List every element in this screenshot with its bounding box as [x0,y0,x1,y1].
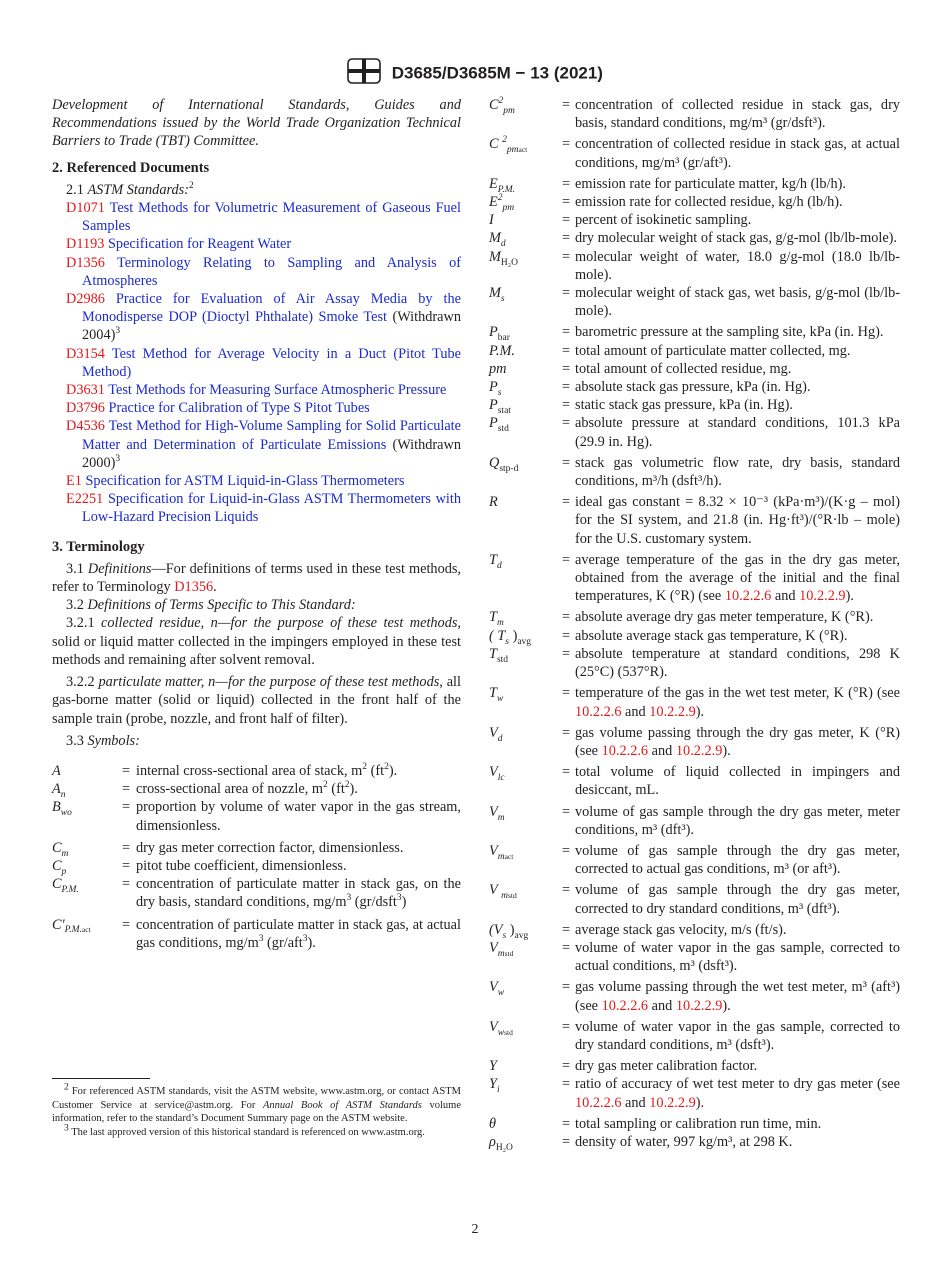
symbol: $V_{mstd}$ [489,939,514,959]
symbol: $M_s$ [489,285,505,304]
section-2-1: 2.1 ASTM Standards:$^2$ [66,181,194,198]
symbol-row [489,842,900,878]
equals: = [121,762,131,779]
symbol-description: barometric pressure at the sampling site, kPa (in. Hg). [575,324,884,341]
footnote-3: $^3$ The last approved version of this historical standard is referenced on www.astm.org. [64,1123,425,1138]
symbol-row [489,211,900,229]
symbol: $C_m$ [52,839,69,859]
equals: = [121,839,131,856]
footnotes [52,1078,461,1139]
symbol-description: absolute average dry gas meter temperature, K (°R). [575,609,874,626]
page-header [0,58,950,89]
symbol: $C'_{P.M.act}$ [52,916,91,936]
symbol-row [52,857,461,875]
equals: = [121,876,131,893]
symbol-description: ratio of accuracy of wet test meter to dry gas meter (see 10.2.2.6 and 10.2.2.9). [575,1076,900,1111]
reference-title-link[interactable]: Practice for Evaluation of Air Assay Media by the Monodisperse DOP (Dioctyl Phthalate) Smoke Test [82,291,461,326]
symbol: $T_{std}$ [489,645,509,665]
reference-code-link[interactable]: D1071 [66,200,105,217]
symbol-description: percent of isokinetic sampling. [575,212,752,229]
equals: = [561,842,571,859]
symbol-description: temperature of the gas in the wet test meter, K (°R) (see 10.2.2.6 and 10.2.2.9). [575,685,900,720]
symbol-description: gas volume passing through the dry gas meter, K (°R) (see 10.2.2.6 and 10.2.2.9). [575,724,900,759]
symbol-row [489,1133,900,1151]
symbol-row [489,608,900,626]
symbol-row [489,454,900,490]
symbol-row [489,978,900,1014]
symbol-row [52,762,461,780]
symbol-row [52,798,461,834]
equals: = [561,939,571,956]
symbol-row [52,916,461,952]
equals: = [561,175,571,192]
symbol-row [489,378,900,396]
symbol-row [489,627,900,645]
symbol-description: ideal gas constant = 8.32 × 10⁻³ (kPa·m³)/(K·g – mol) for the SI system, and 21.8 (in. Hg·ft³)/(°R·lb – mole) for the U.S. customary system. [575,494,900,547]
symbol-description: absolute temperature at standard conditions, 298 K (25°C) (537°R). [575,645,900,681]
symbol-description: internal cross-sectional area of stack, $m^2$ $(ft^2)$. [136,762,398,779]
symbol: Y [489,1058,497,1075]
equals: = [561,415,571,432]
symbol-description: gas volume passing through the wet test meter, m³ (aft³) (see 10.2.2.6 and 10.2.2.9). [575,979,900,1014]
equals: = [561,685,571,702]
reference-code-link[interactable]: D1356 [66,254,105,271]
equals: = [121,857,131,874]
symbol-description: absolute average stack gas temperature, K (°R). [575,627,848,644]
symbol-row [489,342,900,360]
symbol-row [489,763,900,799]
symbol-row [489,645,900,681]
equals: = [561,494,571,511]
symbol: $A_n$ [52,781,66,800]
symbol: $V_d$ [489,724,503,744]
symbol-description: proportion by volume of water vapor in the gas stream, dimensionless. [136,799,461,834]
symbol: $M_d$ [489,230,506,250]
symbol-description: absolute pressure at standard conditions, 101.3 kPa (29.9 in. Hg). [575,415,900,450]
equals: = [561,136,571,153]
footnote-mark: 3 [115,326,121,337]
reference-title-link[interactable]: Specification for Liquid-in-Glass ASTM Thermometers with Low-Hazard Precision Liquids [82,491,462,526]
symbol: $B_{wo}$ [52,799,72,819]
symbol-description: pitot tube coefficient, dimensionless. [136,857,347,874]
symbol-row [489,193,900,211]
left-column [52,96,461,952]
equals: = [561,360,571,377]
footnote-2: $^2$ For referenced ASTM standards, visit the ASTM website, www.astm.org, or contact ASTM Customer Service at service@astm.org. For Annual Book of ASTM Standards volume information, refer to the standard’s Document Summary page on the ASTM website. [52,1082,461,1125]
page-number: 2 [471,1222,479,1237]
symbol-description: density of water, 997 kg/m³, at 298 K. [575,1133,793,1150]
symbol-description: concentration of particulate matter in stack gas, at actual gas conditions, $mg/m^3$ (gr/aft$^3$). [136,916,461,951]
reference-item [52,235,461,253]
equals: = [561,1018,571,1035]
footnote-rule [52,1078,150,1079]
symbol: $V_w$ [489,979,505,999]
symbol: $E_{P.M.}$ [489,175,515,195]
symbol: R [489,494,498,511]
equals: = [561,882,571,899]
link-d1356[interactable]: D1356 [174,579,214,596]
equals: = [561,379,571,396]
symbol: $E^2_{pm}$ [489,193,515,213]
section-link[interactable]: 10.2.2.6 [601,742,649,759]
reference-item [52,199,461,235]
symbol-row [489,96,900,132]
symbol-description: emission rate for particulate matter, kg/h (lb/h). [575,175,846,192]
symbol: $V_{wstd}$ [489,1018,513,1038]
symbols-table-right [489,96,900,1151]
reference-item [52,472,461,490]
section-link[interactable]: 10.2.2.6 [724,588,772,605]
reference-code-link[interactable]: D3154 [66,345,105,362]
symbol: $P_s$ [489,379,502,398]
symbol-description: total volume of liquid collected in impingers and desiccant, mL. [575,764,900,799]
reference-code-link[interactable]: E2251 [66,491,104,508]
symbol: $Q_{stp-d}$ [489,454,519,474]
symbol-description: static stack gas pressure, kPa (in. Hg). [575,397,793,414]
equals: = [561,627,571,644]
reference-code-link[interactable]: D2986 [66,291,105,308]
reference-list [52,199,461,527]
section-link[interactable]: 10.2.2.6 [575,1094,622,1111]
section-link[interactable]: 10.2.2.6 [575,703,622,720]
symbol-description: molecular weight of water, 18.0 g/g-mol (18.0 lb/lb-mole). [575,248,900,283]
symbol: $\rho_{H_2O}$ [489,1133,513,1153]
reference-title-link[interactable]: Terminology Relating to Sampling and Analysis of Atmospheres [82,254,461,289]
symbol-row [489,551,900,606]
symbol-description: average temperature of the gas in the dry gas meter, obtained from the average of the initial and the final temperatures, K (°R) (see 10.2.2.6 and 10.2.2.9). [575,551,900,605]
symbol-row [489,939,900,975]
symbol: pm [489,360,507,377]
symbol-description: average stack gas velocity, m/s (ft/s). [575,921,787,938]
symbol: $V_{lc}$ [489,764,505,783]
symbol-row [489,724,900,760]
equals: = [561,921,571,938]
symbol-row [489,135,900,171]
equals: = [561,979,571,996]
symbol: $P_{std}$ [489,415,509,435]
reference-code-link[interactable]: E1 [66,473,82,490]
symbol-description: volume of gas sample through the dry gas meter, corrected to dry standard conditions, m³ (dft³). [575,882,900,917]
symbol: C $^2_{pmact}$ [489,135,528,156]
right-column [489,96,900,1151]
symbol: ($V_s$ )$_{avg}$ [489,921,529,941]
section-link[interactable]: 10.2.2.9 [649,1094,696,1111]
equals: = [561,285,571,302]
section-link[interactable]: 10.2.2.9 [675,997,723,1014]
reference-title-link[interactable]: Specification for ASTM Liquid-in-Glass Thermometers [85,473,405,490]
equals: = [561,724,571,741]
symbol-description: dry molecular weight of stack gas, g/g-mol (lb/lb-mole). [575,230,897,247]
symbol-row [489,248,900,284]
symbol-description: volume of gas sample through the dry gas meter, meter conditions, m³ (dft³). [575,803,900,838]
symbol: $T_d$ [489,551,502,571]
section-3-title: 3. Terminology [52,538,145,555]
reference-code-link[interactable]: D3796 [66,400,105,417]
equals: = [561,230,571,247]
section-link[interactable]: 10.2.2.9 [675,742,723,759]
equals: = [561,194,571,211]
reference-item [52,290,461,345]
symbol-description: concentration of particulate matter in stack gas, on the dry basis, standard conditions, $mg/m^3$ (gr/dsft$^3$) [136,876,461,911]
reference-title-link[interactable]: Test Method for Average Velocity in a Duct (Pitot Tube Method) [82,345,461,380]
equals: = [561,764,571,781]
reference-item [52,490,461,526]
reference-code-link[interactable]: D4536 [66,418,105,435]
equals: = [561,397,571,414]
symbol-description: cross-sectional area of nozzle, $m^2$ $(ft^2)$. [136,780,358,798]
symbol: ( $T_s$ )$_{avg}$ [489,627,532,647]
symbol-description: concentration of collected residue in stack gas, at actual conditions, mg/m³ (gr/aft³). [575,136,900,171]
symbol-row [52,780,461,798]
symbol-row [489,396,900,414]
section-link[interactable]: 10.2.2.9 [799,588,846,605]
section-link[interactable]: 10.2.2.6 [601,997,649,1014]
symbol-row [489,229,900,247]
reference-item [52,381,461,399]
equals: = [561,609,571,626]
equals: = [121,781,131,798]
symbol-description: total amount of collected residue, mg. [575,360,792,377]
symbol-row [489,323,900,341]
reference-title-link[interactable]: Specification for Reagent Water [107,236,292,253]
equals: = [561,645,571,662]
equals: = [561,1133,571,1150]
equals: = [561,97,571,113]
symbol-row [489,921,900,939]
reference-title-link[interactable]: Test Methods for Measuring Surface Atmospheric Pressure [108,382,447,399]
equals: = [561,248,571,265]
reference-item [52,254,461,290]
symbol: $V_m$ [489,803,505,823]
intro-paragraph: Development of International Standards, Guides and Recommendations issued by the World Trade Organization Technical Barriers to Trade (TBT) Committee. [52,97,461,150]
symbol-description: molecular weight of stack gas, wet basis, g/g-mol (lb/lb-mole). [575,285,900,320]
symbol-description: stack gas volumetric flow rate, dry basis, standard conditions, m³/h (dsft³/h). [575,454,900,490]
reference-title-link[interactable]: Test Method for High-Volume Sampling for Solid Particulate Matter and Determination of Particulate Emissions [82,418,461,453]
para-3-2-1: 3.2.1 collected residue, n—for the purpose of these test methods, solid or liquid matter collected in the impingers employed in these test methods and remaining after solvent removal. [52,615,461,668]
symbol-row [489,360,900,378]
symbol-row [489,1075,900,1111]
symbol: $P_{stat}$ [489,397,511,417]
reference-item [52,399,461,417]
symbol-description: concentration of collected residue in stack gas, dry basis, standard conditions, mg/m³ (gr/dsft³). [575,97,900,132]
symbol-description: volume of water vapor in the gas sample, corrected to dry standard conditions, m³ (dsft³). [575,1018,900,1053]
symbol-row [489,175,900,193]
symbol-description: total amount of particulate matter collected, mg. [575,342,851,359]
reference-code-link[interactable]: D3631 [66,382,105,399]
equals: = [561,212,571,229]
symbol: $M_{H_2O}$ [489,248,518,268]
document-designation: D3685/D3685M − 13 (2021) [391,63,603,83]
reference-withdrawn-note: (Withdrawn 2000) [82,436,462,471]
symbol-row [489,493,900,548]
reference-item [52,417,461,472]
symbol-description: absolute stack gas pressure, kPa (in. Hg). [575,379,811,396]
symbol-row [489,1115,900,1133]
equals: = [561,342,571,359]
symbol-row [489,1057,900,1075]
equals: = [121,799,131,816]
symbol: $T_m$ [489,609,504,629]
symbols-table-left [52,762,461,952]
symbol: $T_w$ [489,685,504,705]
symbol-row [489,881,900,917]
equals: = [561,803,571,820]
reference-withdrawn-note: (Withdrawn 2004) [82,309,461,344]
symbol-description: volume of water vapor in the gas sample, corrected to actual conditions, m³ (dsft³). [575,939,900,975]
symbol: I [489,212,494,229]
symbol-description: volume of gas sample through the dry gas meter, corrected to actual gas conditions, m³ (or aft³). [575,842,900,878]
para-3-1: 3.1 Definitions—For definitions of terms used in these test methods, refer to Terminology D1356. [52,560,462,596]
symbol: P.M. [489,342,515,359]
equals: = [561,1058,571,1075]
equals: = [561,324,571,341]
section-2-title: 2. Referenced Documents [52,159,210,176]
astm-logo-icon [347,58,381,89]
section-link[interactable]: 10.2.2.9 [649,703,696,720]
symbol: $Y_i$ [489,1076,500,1096]
symbol-description: dry gas meter correction factor, dimensionless. [136,839,404,856]
symbol: $P_{bar}$ [489,324,510,344]
equals: = [561,1076,571,1093]
equals: = [561,1115,571,1132]
symbol-row [489,684,900,720]
reference-item [52,345,461,381]
symbol-description: emission rate for collected residue, kg/h (lb/h). [575,194,843,211]
para-3-2: 3.2 Definitions of Terms Specific to This Standard: [66,597,356,614]
symbol-row [489,803,900,839]
symbol: V $_{mstd}$ [489,882,517,902]
para-3-3: 3.3 Symbols: [66,732,140,749]
symbol: $C^2_{pm}$ [489,96,515,116]
equals: = [561,454,571,471]
reference-title-link[interactable]: Practice for Calibration of Type S Pitot Tubes [108,400,370,417]
reference-code-link[interactable]: D1193 [66,236,105,253]
symbol-description: total sampling or calibration run time, min. [575,1115,822,1132]
symbol: $C_p$ [52,857,67,877]
symbol-row [52,875,461,911]
equals: = [121,916,131,933]
symbol-row [52,839,461,857]
symbol-row [489,284,900,320]
footnote-mark: 3 [115,454,121,465]
symbol: θ [489,1115,497,1132]
symbol-description: dry gas meter calibration factor. [575,1058,758,1075]
symbol-row [489,414,900,450]
symbol-row [489,1018,900,1054]
reference-title-link[interactable]: Test Methods for Volumetric Measurement of Gaseous Fuel Samples [82,200,461,235]
symbol: $V_{mact}$ [489,842,514,862]
symbol: A [52,762,61,779]
symbol: $C_{P.M.}$ [52,876,79,895]
para-3-2-2: 3.2.2 particulate matter, n—for the purpose of these test methods, all gas-borne matter (solid or liquid) collected in the front half of the sample train (probe, nozzle, and front half of filter). [52,674,461,727]
equals: = [561,551,571,568]
